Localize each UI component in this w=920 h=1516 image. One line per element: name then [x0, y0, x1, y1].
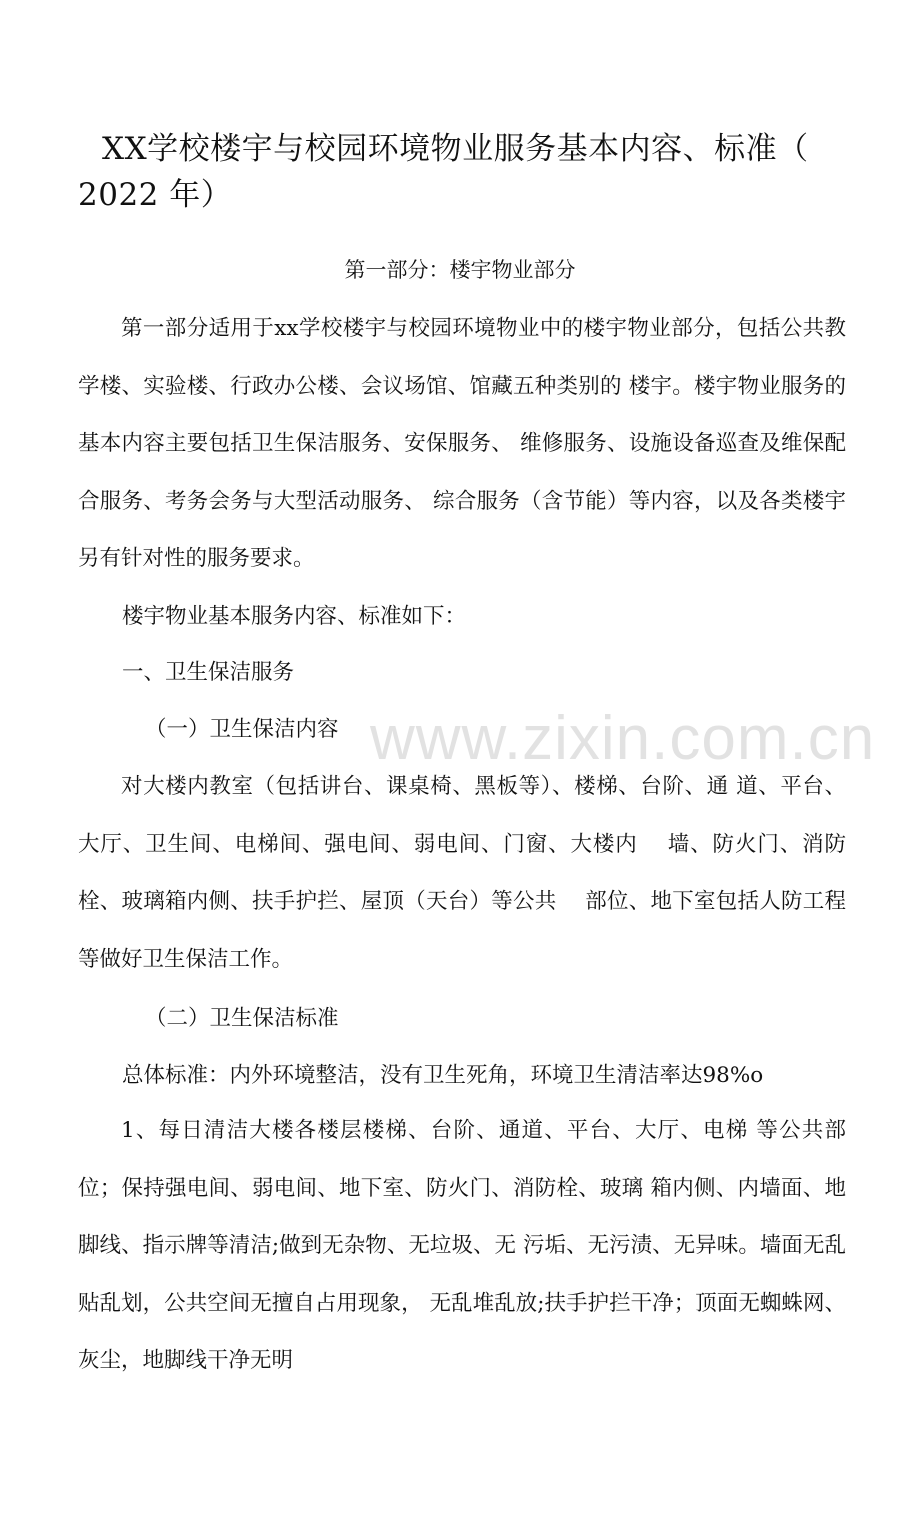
document-title — [78, 126, 848, 218]
subheading-cleaning-content: （一）卫生保洁内容 — [145, 717, 339, 742]
cleaning-content-paragraph: 对大楼内教室（包括讲台、课桌椅、黑板等）、楼梯、台阶、通 道、平台、大厅、卫生间、电梯间、强电间、弱电间、门窗、大楼内 墙、防火门、消防栓、玻璃箱内侧、扶手护拦、屋顶（天台）等公共 部位、地下室包括人防工程等做好卫生保洁工作。 — [78, 774, 846, 972]
title-line-2: 2022 年） — [78, 177, 233, 213]
subheading-cleaning-standard: （二）卫生保洁标准 — [145, 1006, 339, 1031]
intro-paragraph: 第一部分适用于xx学校楼宇与校园环境物业中的楼宇物业部分，包括公共教学楼、实验楼、行政办公楼、会议场馆、馆藏五种类别的 楼宇。楼宇物业服务的基本内容主要包括卫生保洁服务、安保服务、 维修服务、设施设备巡查及维保配合服务、考务会务与大型活动服务、 综合服务（含节能）等内容，以及各类楼宇另有针对性的服务要求。 — [78, 316, 846, 571]
part-heading: 第一部分：楼宇物业部分 — [344, 258, 576, 282]
standard-item-1: 1、每日清洁大楼各楼层楼梯、台阶、通道、平台、大厅、电梯 等公共部位；保持强电间、弱电间、地下室、防火门、消防栓、玻璃 箱内侧、内墙面、地脚线、指示牌等清洁;做到无杂物、无垃圾、无 污垢、无污渍、无异味。墙面无乱贴乱划，公共空间无擅自占用现象， 无乱堆乱放;扶手护拦干净；顶面无蜘蛛网、灰尘，地脚线干净无明 — [78, 1118, 846, 1373]
overall-standard: 总体标准：内外环境整洁，没有卫生死角，环境卫生清洁率达98%o — [122, 1063, 764, 1088]
watermark: www.zixin.com.cn — [370, 704, 876, 773]
section-heading-cleaning: 一、卫生保洁服务 — [122, 660, 295, 685]
title-line-1: XX学校楼宇与校园环境物业服务基本内容、标准（ — [102, 131, 809, 167]
standards-intro: 楼宇物业基本服务内容、标准如下： — [122, 604, 467, 629]
